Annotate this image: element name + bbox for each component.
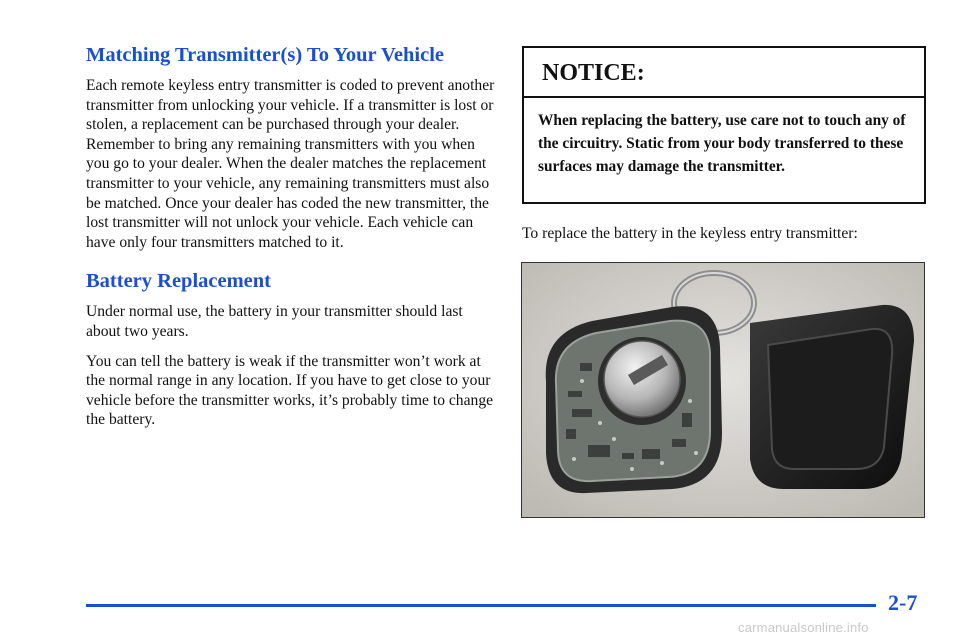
transmitter-photo-illustration (522, 263, 924, 517)
section-heading-battery: Battery Replacement (86, 270, 272, 293)
right-column (522, 46, 930, 244)
watermark: carmanualsonline.info (738, 620, 869, 635)
section-heading-matching: Matching Transmitter(s) To Your Vehicle (86, 44, 444, 66)
replace-intro: To replace the battery in the keyless entry transmitter: (522, 225, 858, 242)
footer-rule (86, 604, 876, 607)
page-number: 2-7 (888, 590, 918, 615)
battery-paragraph-2: You can tell the battery is weak if the transmitter won’t work at the normal range in any location. If you have to get close to your vehicle before the transmitter works, it’s probably time to change the battery. (86, 352, 494, 429)
notice-box (522, 46, 926, 204)
battery-paragraph-1: Under normal use, the battery in your transmitter should last about two years. (86, 303, 463, 340)
transmitter-photo (521, 262, 925, 518)
left-column (86, 42, 496, 430)
notice-title: NOTICE: (524, 48, 924, 98)
matching-paragraph: Each remote keyless entry transmitter is coded to prevent another transmitter from unlocking your vehicle. If a transmitter is lost or stolen, a replacement can be purchased through your dealer. Remember to bring any remaining transmitters with you when you go to your dealer. When the dealer matches the replacement transmitter to your vehicle, any remaining transmitters must also be matched. Once your dealer has coded the new transmitter, the lost transmitter will not unlock your vehicle. Each vehicle can have only four transmitters matched to it. (86, 77, 495, 251)
notice-body: When replacing the battery, use care not to touch any of the circuitry. Static from your body transferred to these surfaces may damage the transmitter. (538, 112, 906, 175)
